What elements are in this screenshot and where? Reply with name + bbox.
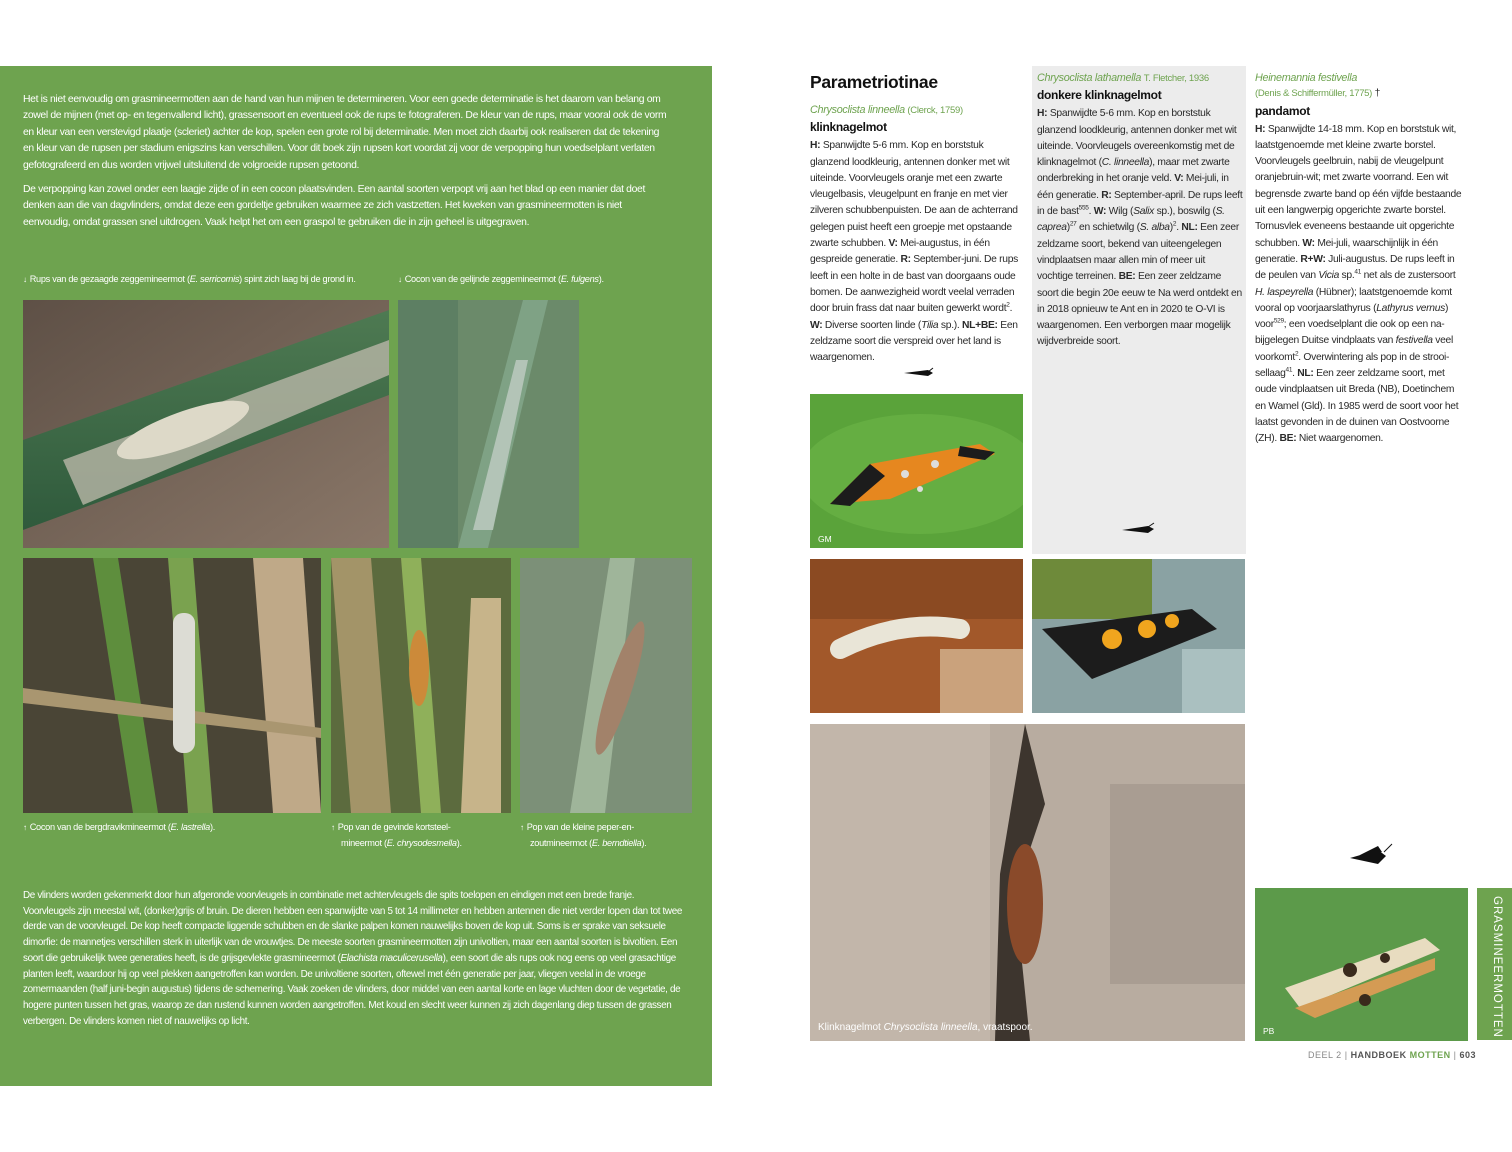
body-text: De vlinders worden gekenmerkt door hun afgeronde voorvleugels in combinatie met achtervleugels die spits toelopen en eindigen met een brede franje. Voorvleugels zijn meestal wit, (donker)grijs of bruin. De dieren hebben een spanwijdte van 5 tot 14 millimeter en hebben antennen die niet verder lopen dan tot twee derde van de voorvleugel. De kop heeft compacte liggende schubben en de slanke palpen komen nauwelijks boven de kop uit. Soms is er sprake van seksuele dimorfie: de mannetjes verschillen sterk in uiterlijk van de vrouwtjes. De meeste soorten grasmineermotten zijn univoltien, maar een aantal soorten is bivoltien. Een soort die gebruikelijk twee generaties heeft, is de grijsgevlekte grasmineermot (Elachista maculicerusella), een soort die als rups ook nog eens op veel grasachtige planten leeft, waardoor hij op veel plekken aangetroffen kan worden. De univoltiene soorten, oftewel met één generatie per jaar, vliegen veelal in de vroege zomermaanden (half juni-begin augustus) tijdens de schemering. Vaak zoeken de vlinders, door middel van een aantal korte en lage vluchten door de vegetatie, de hogere punten tussen het gras, waarop ze dan rustend kunnen worden aangetroffen. Met koud en slecht weer kunnen zij zich dagenlang diep tussen de grassen verbergen. De vlinders komen niet of nauwelijks op licht. xyxy=(23,890,682,1027)
species-name: Chrysoclista linneella xyxy=(810,104,905,116)
left-page xyxy=(0,66,712,1086)
caption-bottom-3: ↑ Pop van de kleine peper-en- zoutmineermot (E. berndtiella). xyxy=(520,822,647,848)
photo-cocoon-fulgens xyxy=(398,300,579,548)
species-name: Chrysoclista lathamella xyxy=(1037,72,1142,84)
common-name: klinknagelmot xyxy=(810,120,887,135)
photo-bark-feeding-trace xyxy=(810,724,1245,1041)
photo-cocoon-lastrella xyxy=(23,558,321,813)
common-name: donkere klinknagelmot xyxy=(1037,88,1162,103)
photo-pupa-chrysodesmella xyxy=(331,558,511,813)
caption-bottom-2: ↑ Pop van de gevinde kortsteel- mineermot (E. chrysodesmella). xyxy=(331,822,462,848)
section-tab-label: GRASMINEERMOTTEN xyxy=(1491,896,1503,1038)
family-title: Parametriotinae xyxy=(810,72,938,92)
photo-credit: PB xyxy=(1263,1026,1275,1036)
intro-paragraph-2: De verpopping kan zowel onder een laagje zijde of in een cocon plaatsvinden. Een aantal soorten verpopt vrij aan het blad op een manier dat doet denken aan die van dagvlinders, omdat deze een gordeltje gebruiken waarmee ze zich vastzetten. Het kweken van grasmineermotten is niet eenvoudig, omdat grassen snel uitdrogen. Vaak helpt het om een graspol te gebruiken die in zijn geheel is uitgegraven. xyxy=(23,184,645,228)
photo-adult-linneella xyxy=(810,394,1023,548)
caption-top-2: ↓ Cocon van de gelijnde zeggemineermot (E. fulgens). xyxy=(398,274,604,284)
photo-pupa-berndtiella xyxy=(520,558,692,813)
arrow-up-icon: ↑ xyxy=(520,823,524,832)
common-name: pandamot xyxy=(1255,103,1310,118)
species-entry-festivella: Heinemannia festivella (Denis & Schiffermüller, 1775) † pandamot H: Spanwijdte 14-18 mm. Kop en borststuk wit, laatstgenoemde met kleine zwarte borstel. Voorvleugels geelbruin, nabij de vleugelpunt oranjebruin-wit; met zwarte voorrand. Een wit begrensde zwarte band op één vijfde bestaande uit een langwerpig opgerichte zwarte borstel. Tornusvlek eveneens bestaande uit opgerichte schubben. W: Mei-juli, waarschijnlijk in één generatie. R+W: Juli-augustus. De rups leeft in de peulen van Vicia sp.$^{41}$ net als de zustersoort H. laspeyrella (Hübner); laatstgenoemde komt vooral op voorjaarslathyrus (Lathyrus vernus) voor$^{529}$; een voedselplant die ook op een na-bijgelegen Duitse vindplaats van festivella veel voorkomt$^2$. Overwintering als pop in de strooi-sellaag$^{41}$. NL: Een zeer zeldzame soort, met oude vindplaatsen uit Breda (NB), Doetinchem en Wamel (Gld). In 1985 werd de soort voor het laatst gevonden in de duinen van Oostvoorne (ZH). BE: Niet waargenomen. xyxy=(1255,70,1467,448)
photo-credit: GM xyxy=(818,534,832,544)
intro-text xyxy=(23,92,671,231)
section-tab xyxy=(1477,888,1512,1040)
caption-bottom-1: ↑ Cocon van de bergdravikmineermot (E. lastrella). xyxy=(23,822,215,832)
arrow-up-icon: ↑ xyxy=(331,823,335,832)
page-number: 603 xyxy=(1459,1050,1476,1060)
moth-silhouette-icon xyxy=(902,367,934,379)
arrow-up-icon: ↑ xyxy=(23,823,27,832)
photo-larva-serricornis xyxy=(23,300,389,548)
arrow-down-icon: ↓ xyxy=(23,275,27,284)
photo-larva-linneella xyxy=(810,559,1023,713)
arrow-down-icon: ↓ xyxy=(398,275,402,284)
intro-paragraph-1: Het is niet eenvoudig om grasmineermotten aan de hand van hun mijnen te determineren. Voor een goede determinatie is het daarom van belang om zowel de mijnen (met op- en tegenvallend licht), grassensoort en eventueel ook de rups te fotograferen. De kleur van de rups, maar vooral ook de vorm en kleur van een verstevigd plaatje (scleriet) achter de kop, spelen een grote rol bij determinatie. Men moet zich daarbij ook realiseren dat de tekening en kleur van de rupsen per stadium enigszins kan verschillen. Voor dit boek zijn rupsen kort voordat zij voor de verpopping hun voedselplant verlaten gefotografeerd en dus worden vrijwel uitsluitend de volgroeide rupsen getoond. xyxy=(23,94,667,171)
photo-adult-lathamella xyxy=(1032,559,1245,713)
photo-adult-festivella xyxy=(1255,888,1468,1041)
species-entry-lathamella: Chrysoclista lathamella T. Fletcher, 1936 donkere klinknagelmot H: Spanwijdte 5-6 mm. Kop en borststuk glanzend loodkleurig, antennen donker met wit uiteinde. Voorvleugels overeenkomstig met de klinknagelmot (C. linneella), maar met zwarte onderbreking in het oranje veld. V: Mei-juli, in één generatie. R: September-april. De rups leeft in de bast$^{555}$. W: Wilg (Salix sp.), boswilg (S. caprea)$^{27}$ en schietwilg (S. alba)$^2$. NL: Een zeer zeldzame soort, bekend van uiteengelegen vindplaatsen maar allen min of meer uit vochtige terreinen. BE: Een zeer zeldzame soort die begin 20e eeuw te Na werd ontdekt en in 2018 opnieuw te Ant en in 2020 te O-VI is waargenomen. Een verborgen maar mogelijk wijdverbreide soort. xyxy=(1037,72,1243,348)
extinct-dagger-icon: † xyxy=(1374,88,1381,100)
species-entry-linneella: Chrysoclista linneella (Clerck, 1759) klinknagelmot H: Spanwijdte 5-6 mm. Kop en borststuk glanzend loodkleurig, antennen donker met wit uiteinde. Voorvleugels oranje met een zwarte vleugelbasis, vleugelpunt en franje en met vier zilveren schubbenpuisten. De aan de achterrand gelegen puist heeft een groepje met opstaande zwarte schubben. V: Mei-augustus, in één gespreide generatie. R: September-juni. De rups leeft in een holte in de bast van doorgaans oude bomen. De aanwezigheid wordt veelal verraden door bruin frass dat naar buiten gewerkt wordt$^2$. W: Diverse soorten linde (Tilia sp.). NL+BE: Een zeldzame soort die verspreid over het land is waargenomen. xyxy=(810,102,1022,366)
page-footer: DEEL 2 | HANDBOEK MOTTEN | 603 xyxy=(1308,1050,1476,1060)
moth-silhouette-icon xyxy=(1120,522,1156,536)
species-name: Heinemannia festivella xyxy=(1255,72,1358,84)
moth-silhouette-icon xyxy=(1348,842,1394,870)
caption-top-1: ↓ Rups van de gezaagde zeggemineermot (E. serricornis) spint zich laag bij de grond in. xyxy=(23,274,356,284)
photo-caption-bark: Klinknagelmot Chrysoclista linneella, vraatspoor. xyxy=(818,1022,1033,1033)
